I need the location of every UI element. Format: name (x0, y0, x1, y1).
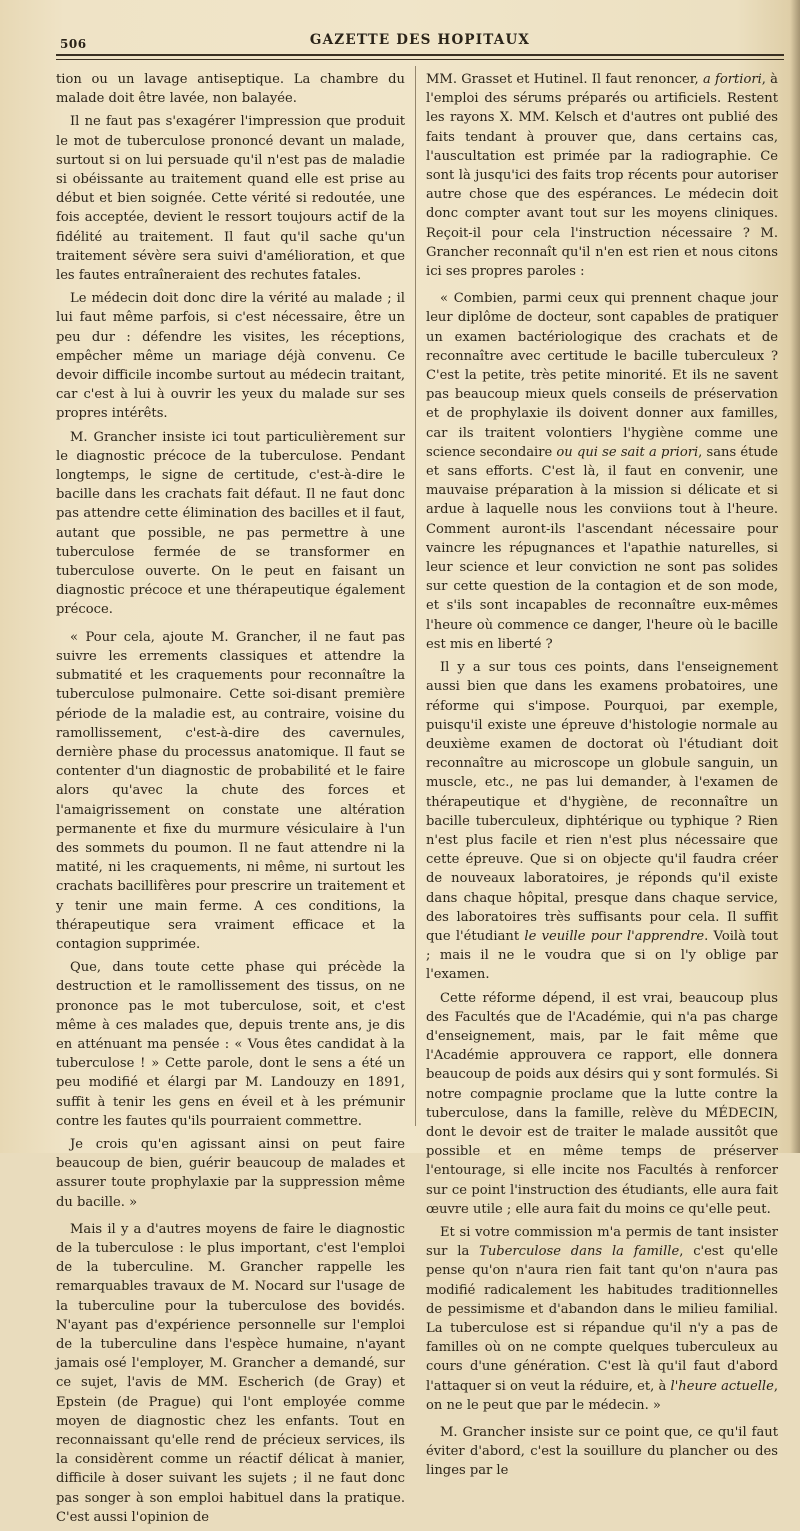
page-number: 506 (60, 37, 87, 51)
paragraph: Il ne faut pas s'exagérer l'impression que produit le mot de tuberculose prononcé devant un malade, surtout si on lui persuade qu'il n'est pas de maladie si obéissante au traitement quand elle est prise au début et bien soignée. Cette vérité si redoutée, une fois acceptée, devient le ressort toujours actif de la fidélité au traitement. Il faut qu'il sache qu'un traitement sévère sera suivi d'amélioration, et que les fautes entraîneraient des rechutes fatales. (56, 114, 405, 284)
column-divider (415, 66, 416, 1126)
paragraph: M. Grancher insiste ici tout particulièrement sur le diagnostic précoce de la tuberculose. Pendant longtemps, le signe de certitude, c'est-à-dire le bacille dans les crachats fait défaut. Il ne faut donc pas attendre cette élimination des bacilles et il faut, autant que possible, ne pas permettre à une tuberculose fermée de se transformer en tuberculose ouverte. On le peut en faisant un diagnostic précoce et une thérapeutique également précoce. (56, 429, 405, 618)
running-title: GAZETTE DES HOPITAUX (309, 32, 531, 48)
paragraph: « Combien, parmi ceux qui prennent chaque jour leur diplôme de docteur, sont capables de pratiquer un examen bactériologique des crachats et de reconnaître avec certitude le bacille tuberculeux ? C'est la petite, très petite minorité. Et ils ne savent pas beaucoup mieux quels conseils de préservation et de prophylaxie ils doivent donner aux familles, car ils traitent volontiers l'hygiène comme une science secondaire ou qui se sait a priori, sans étude et sans efforts. C'est là, il faut en convenir, une mauvaise préparation à la mission si délicate et si ardue à laquelle nous les conviions tout à l'heure. Comment auront-ils l'ascendant nécessaire pour vaincre les répugnances et l'apathie naturelles, si leur science et leur conviction ne sont pas solides sur cette question de la contagion et de son mode, et s'ils sont incapables de reconnaître eux-mêmes l'heure où commence ce danger, l'heure où le bacille est mis en liberté ? (426, 291, 778, 652)
paragraph: Que, dans toute cette phase qui précède la destruction et le ramollissement des tissus, on ne prononce pas le mot tuberculose, soit, et c'est même à ces malades que, depuis trente ans, je dis en atténuant ma pensée : « Vous êtes candidat à la tuberculose ! » Cette parole, dont le sens a été un peu modifié et élargi par M. Landouzy en 1891, suffit à tenir les gens en éveil et à les prémunir contre les fautes qu'ils pourraient commettre. (56, 960, 405, 1129)
paragraph: Le médecin doit donc dire la vérité au malade ; il lui faut même parfois, si c'est nécessaire, être un peu dur : défendre les visites, les réceptions, empêcher même un mariage déjà convenu. Ce devoir difficile incombe surtout au médecin traitant, car c'est à lui à ouvrir les yeux du malade sur ses propres intérêts. (56, 291, 405, 422)
paragraph: MM. Grasset et Hutinel. Il faut renoncer, a fortiori, à l'emploi des sérums préparés ou artificiels. Restent les rayons X. MM. Kelsch et d'autres ont publié des faits tendant à prouver que, dans certains cas, l'auscultation est primée par la radiographie. Ce sont là jusqu'ici des faits trop récents pour autoriser autre chose que des espérances. Le médecin doit donc compter avant tout sur les moyens cliniques. Reçoit-il pour cela l'instruction nécessaire ? M. Grancher reconnaît qu'il n'en est rien et nous citons ici ses propres paroles : (426, 72, 778, 280)
paragraph: tion ou un lavage antiseptique. La chambre du malade doit être lavée, non balayée. (56, 72, 405, 107)
right-column (426, 70, 778, 1485)
header-rule-thick (56, 54, 784, 56)
left-column (56, 70, 405, 1531)
paragraph: Je crois qu'en agissant ainsi on peut faire beaucoup de bien, guérir beaucoup de malades et assurer toute prophylaxie par la suppression même du bacille. » (56, 1136, 405, 1210)
page-spine-shadow (790, 0, 800, 1153)
page-header (56, 28, 784, 54)
header-rule-thin (56, 59, 784, 60)
paragraph: M. Grancher insiste sur ce point que, ce qu'il faut éviter d'abord, c'est la souillure du plancher ou des linges par le (426, 1425, 778, 1479)
paragraph: « Pour cela, ajoute M. Grancher, il ne faut pas suivre les errements classiques et attendre la submatité et les craquements pour reconnaître la tuberculose pulmonaire. Cette soi-disant première période de la maladie est, au contraire, voisine du ramollissement, c'est-à-dire des cavernules, dernière phase du processus anatomique. Il faut se contenter d'un diagnostic de probabilité et le faire alors qu'avec la chute des forces et l'amaigrissement on constate une altération permanente et fixe du murmure vésiculaire à l'un des sommets du poumon. Il ne faut attendre ni la matité, ni les craquements, ni même, ni surtout les crachats bacillifères pour prescrire un traitement et y tenir une main ferme. A ces conditions, la thérapeutique sera vraiment efficace et la contagion supprimée. (56, 629, 405, 952)
paragraph: Et si votre commission m'a permis de tant insister sur la Tuberculose dans la famille, c'est qu'elle pense qu'on n'aura rien fait tant qu'on n'aura pas modifié radicalement les habitudes traditionnelles de pessimisme et d'abandon dans le milieu familial. La tuberculose est si répandue qu'il n'y a pas de familles où on ne compte quelques tuberculeux au cours d'une génération. C'est là qu'il faut d'abord l'attaquer si on veut la réduire, et, à l'heure actuelle, on ne le peut que par le médecin. » (426, 1224, 778, 1413)
paragraph: Cette réforme dépend, il est vrai, beaucoup plus des Facultés que de l'Académie, qui n'a pas charge d'enseignement, mais, par le fait même que l'Académie approuvera ce rapport, elle donnera beaucoup de poids aux désirs qui y sont formulés. Si notre compagnie proclame que la lutte contre la tuberculose, dans la famille, relève du MÉDECIN, dont le devoir est de traiter le malade aussitôt que possible et en même temps de préserver l'entourage, si elle incite nos Facultés à renforcer sur ce point l'instruction des étudiants, elle aura fait œuvre utile ; elle aura fait du moins ce qu'elle peut. (426, 990, 778, 1217)
paragraph: Il y a sur tous ces points, dans l'enseignement aussi bien que dans les examens probatoires, une réforme qui s'impose. Pourquoi, par exemple, puisqu'il existe une épreuve d'histologie normale au deuxième examen de doctorat où l'étudiant doit reconnaître au microscope un globule sanguin, un muscle, etc., ne pas lui demander, à l'examen de thérapeutique et d'hygiène, de reconnaître un bacille tuberculeux, diphtérique ou typhique ? Rien n'est plus facile et rien n'est plus nécessaire que cette épreuve. Que si on objecte qu'il faudra créer de nouveaux laboratoires, je réponds qu'il existe dans chaque hôpital, presque dans chaque service, des laboratoires très suffisants pour cela. Il suffit que l'étudiant le veuille pour l'apprendre. Voilà tout ; mais il ne le voudra que si on l'y oblige par l'examen. (426, 660, 778, 983)
paragraph: Mais il y a d'autres moyens de faire le diagnostic de la tuberculose : le plus important, c'est l'emploi de la tuberculine. M. Grancher rappelle les remarquables travaux de M. Nocard sur l'usage de la tuberculine pour la tuberculose des bovidés. N'ayant pas d'expérience personnelle sur l'emploi de la tuberculine dans l'espèce humaine, n'ayant jamais osé l'employer, M. Grancher a demandé, sur ce sujet, l'avis de MM. Escherich (de Gray) et Epstein (de Prague) qui l'ont employée comme moyen de diagnostic chez les enfants. Tout en reconnaissant qu'elle rend de précieux services, ils la considèrent comme un réactif délicat à manier, difficile à doser suivant les sujets ; il ne faut donc pas songer à son emploi habituel dans la pratique. C'est aussi l'opinion de (56, 1221, 405, 1525)
